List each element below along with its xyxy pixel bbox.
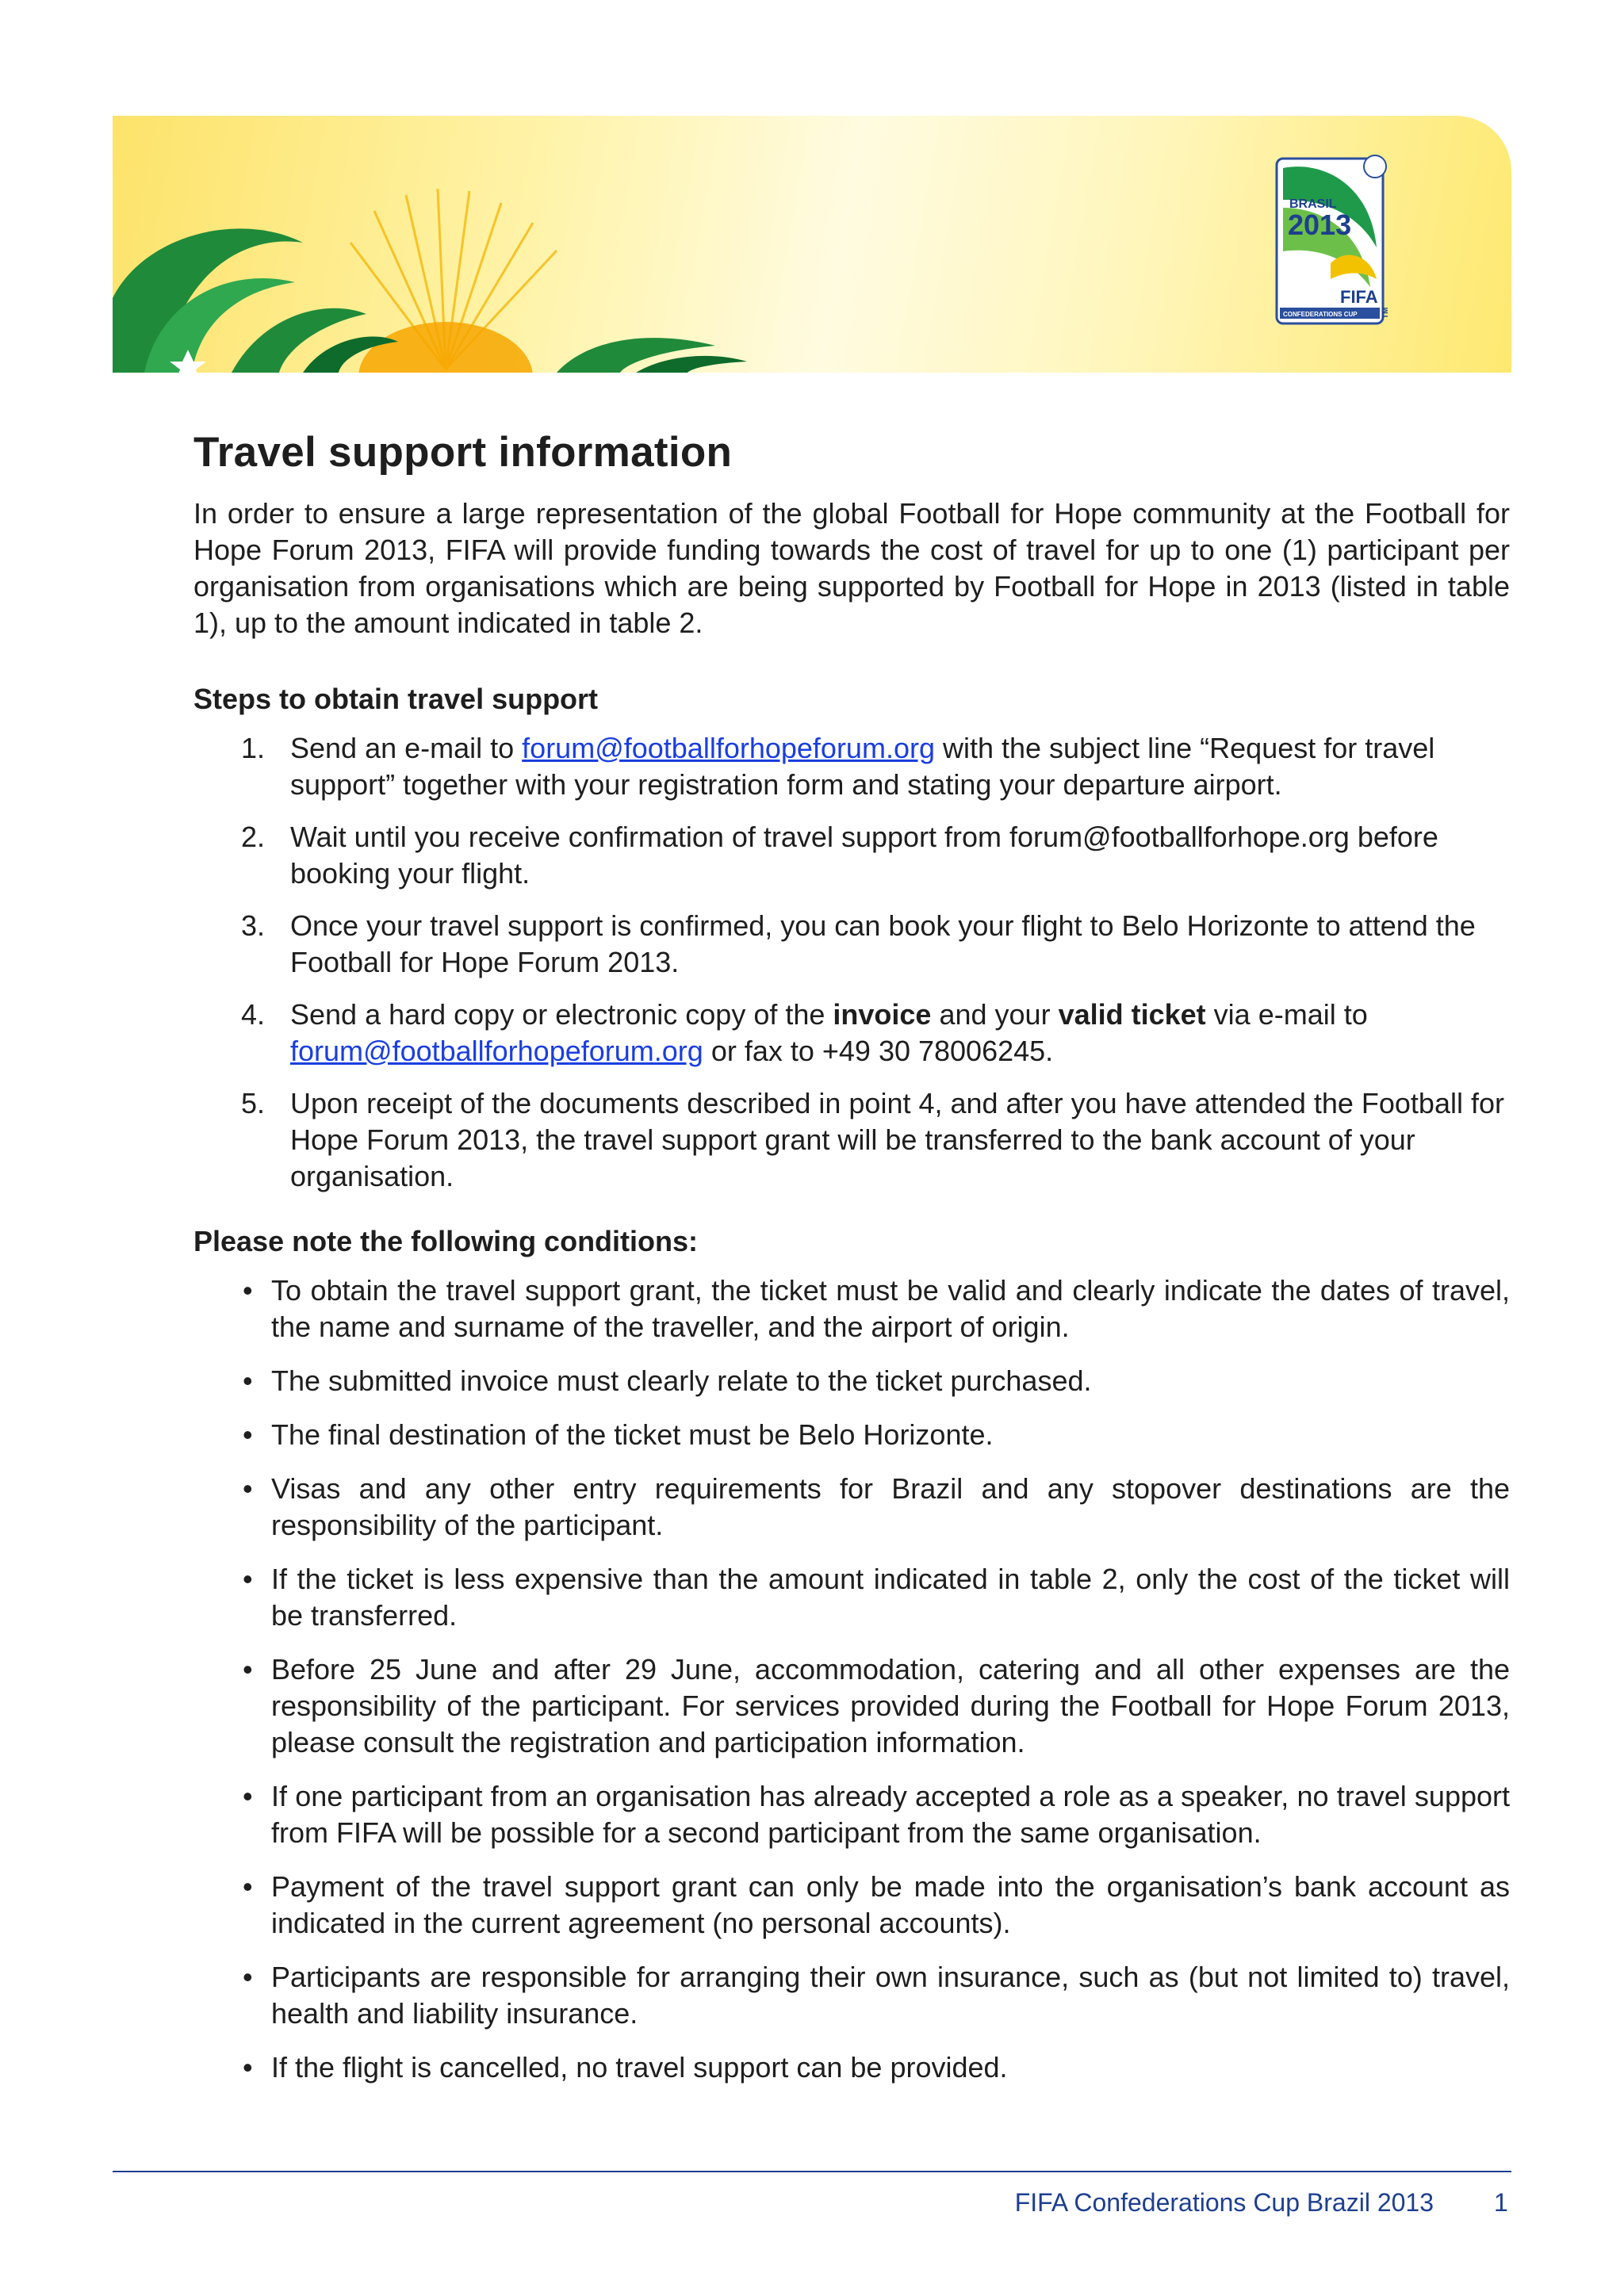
step-text: via e-mail to [1205, 998, 1368, 1031]
condition-item [193, 1778, 1510, 1851]
condition-text: If the ticket is less expensive than the amount indicated in table 2, only the cost of the ticket will be transferred. [271, 1563, 1510, 1632]
condition-text: Payment of the travel support grant can only be made into the organisation’s bank account as indicated in the current agreement (no personal accounts). [271, 1870, 1510, 1939]
conditions-list [193, 1272, 1510, 2086]
condition-text: Visas and any other entry requirements for Brazil and any stopover destinations are the responsibility of the participant. [271, 1472, 1510, 1541]
bullet-icon: • [243, 2051, 253, 2084]
bullet-icon: • [243, 1418, 253, 1451]
step-text: Once your travel support is confirmed, you can book your flight to Belo Horizonte to attend the Football for Hope Forum 2013. [290, 909, 1476, 978]
document-body [193, 428, 1510, 2103]
step-text: with the subject line “Request for travel support” together with your registration form and stating your departure airport. [290, 732, 1435, 801]
footer-title: FIFA Confederations Cup Brazil 2013 [1014, 2188, 1434, 2217]
step-text: Send an e-mail to [290, 732, 523, 764]
footer-divider [113, 2171, 1511, 2172]
bullet-icon: • [243, 1780, 253, 1812]
condition-item [193, 1959, 1510, 2032]
valid-ticket-emphasis: valid ticket [1058, 998, 1206, 1031]
step-item [193, 908, 1510, 981]
step-item [193, 1085, 1510, 1195]
step-number: 4. [241, 998, 266, 1031]
step-text: Send a hard copy or electronic copy of the [290, 998, 833, 1031]
bullet-icon: • [243, 1961, 253, 1993]
page-title: Travel support information [193, 429, 733, 476]
fifa-confederations-cup-brasil-2013-logo-icon [1275, 152, 1396, 335]
conditions-heading: Please note the following conditions: [193, 1225, 699, 1257]
step-number: 3. [241, 909, 266, 942]
fifa-confederations-cup-logo [1275, 152, 1396, 335]
condition-text: Before 25 June and after 29 June, accommodation, catering and all other expenses are the responsibility of the participant. For services provided during the Football for Hope Forum 2013, please consult the registration and participation information. [271, 1653, 1510, 1758]
condition-text: Participants are responsible for arranging their own insurance, such as (but not limited to) travel, health and liability insurance. [271, 1961, 1510, 2030]
steps-heading: Steps to obtain travel support [193, 683, 599, 715]
intro-paragraph: In order to ensure a large representation of the global Football for Hope community at the Football for Hope Forum 2013, FIFA will provide funding towards the cost of travel for up to one (1) participant per organisation from organisations which are being supported by Football for Hope in 2013 (listed in table 1), up to the amount indicated in table 2. [193, 497, 1510, 639]
step-number: 1. [241, 732, 266, 764]
forum-email-link[interactable]: forum@footballforhopeforum.org [522, 732, 935, 764]
step-text: Wait until you receive confirmation of travel support from forum@footballforhope.org before booking your flight. [290, 821, 1438, 890]
step-text: and your [931, 998, 1059, 1031]
step-item [193, 730, 1510, 803]
condition-item [193, 1363, 1510, 1399]
svg-text:CONFEDERATIONS CUP: CONFEDERATIONS CUP [1283, 311, 1358, 318]
bullet-icon: • [243, 1563, 253, 1595]
bullet-icon: • [243, 1653, 253, 1686]
condition-item [193, 1272, 1510, 1345]
svg-text:BRASIL: BRASIL [1289, 197, 1337, 211]
condition-text: The submitted invoice must clearly relate to the ticket purchased. [271, 1364, 1092, 1397]
condition-item [193, 2049, 1510, 2086]
svg-text:TM: TM [1381, 307, 1390, 319]
condition-text: If one participant from an organisation has already accepted a role as a speaker, no travel support from FIFA will be possible for a second participant from the same organisation. [271, 1780, 1510, 1849]
condition-text: The final destination of the ticket must be Belo Horizonte. [271, 1418, 994, 1451]
condition-item [193, 1417, 1510, 1453]
bullet-icon: • [243, 1364, 253, 1397]
page-number: 1 [1494, 2188, 1508, 2217]
condition-text: To obtain the travel support grant, the ticket must be valid and clearly indicate the dates of travel, the name and surname of the traveller, and the airport of origin. [271, 1274, 1510, 1343]
condition-item [193, 1561, 1510, 1634]
condition-item [193, 1651, 1510, 1761]
bullet-icon: • [243, 1472, 253, 1505]
steps-list [193, 730, 1510, 1195]
condition-text: If the flight is cancelled, no travel support can be provided. [271, 2051, 1008, 2084]
invoice-emphasis: invoice [833, 998, 932, 1031]
step-text: or fax to +49 30 78006245. [703, 1035, 1054, 1067]
step-item [193, 997, 1510, 1070]
step-text: Upon receipt of the documents described in point 4, and after you have attended the Football for Hope Forum 2013, the travel support grant will be transferred to the bank account of your organisation. [290, 1087, 1504, 1192]
condition-item [193, 1471, 1510, 1544]
step-number: 5. [241, 1087, 266, 1119]
bullet-icon: • [243, 1870, 253, 1903]
step-number: 2. [241, 821, 266, 853]
step-item [193, 819, 1510, 892]
svg-text:2013: 2013 [1288, 209, 1352, 241]
condition-item [193, 1869, 1510, 1942]
bullet-icon: • [243, 1274, 253, 1307]
svg-text:FIFA: FIFA [1340, 287, 1378, 307]
forum-email-link[interactable]: forum@footballforhopeforum.org [290, 1035, 703, 1067]
